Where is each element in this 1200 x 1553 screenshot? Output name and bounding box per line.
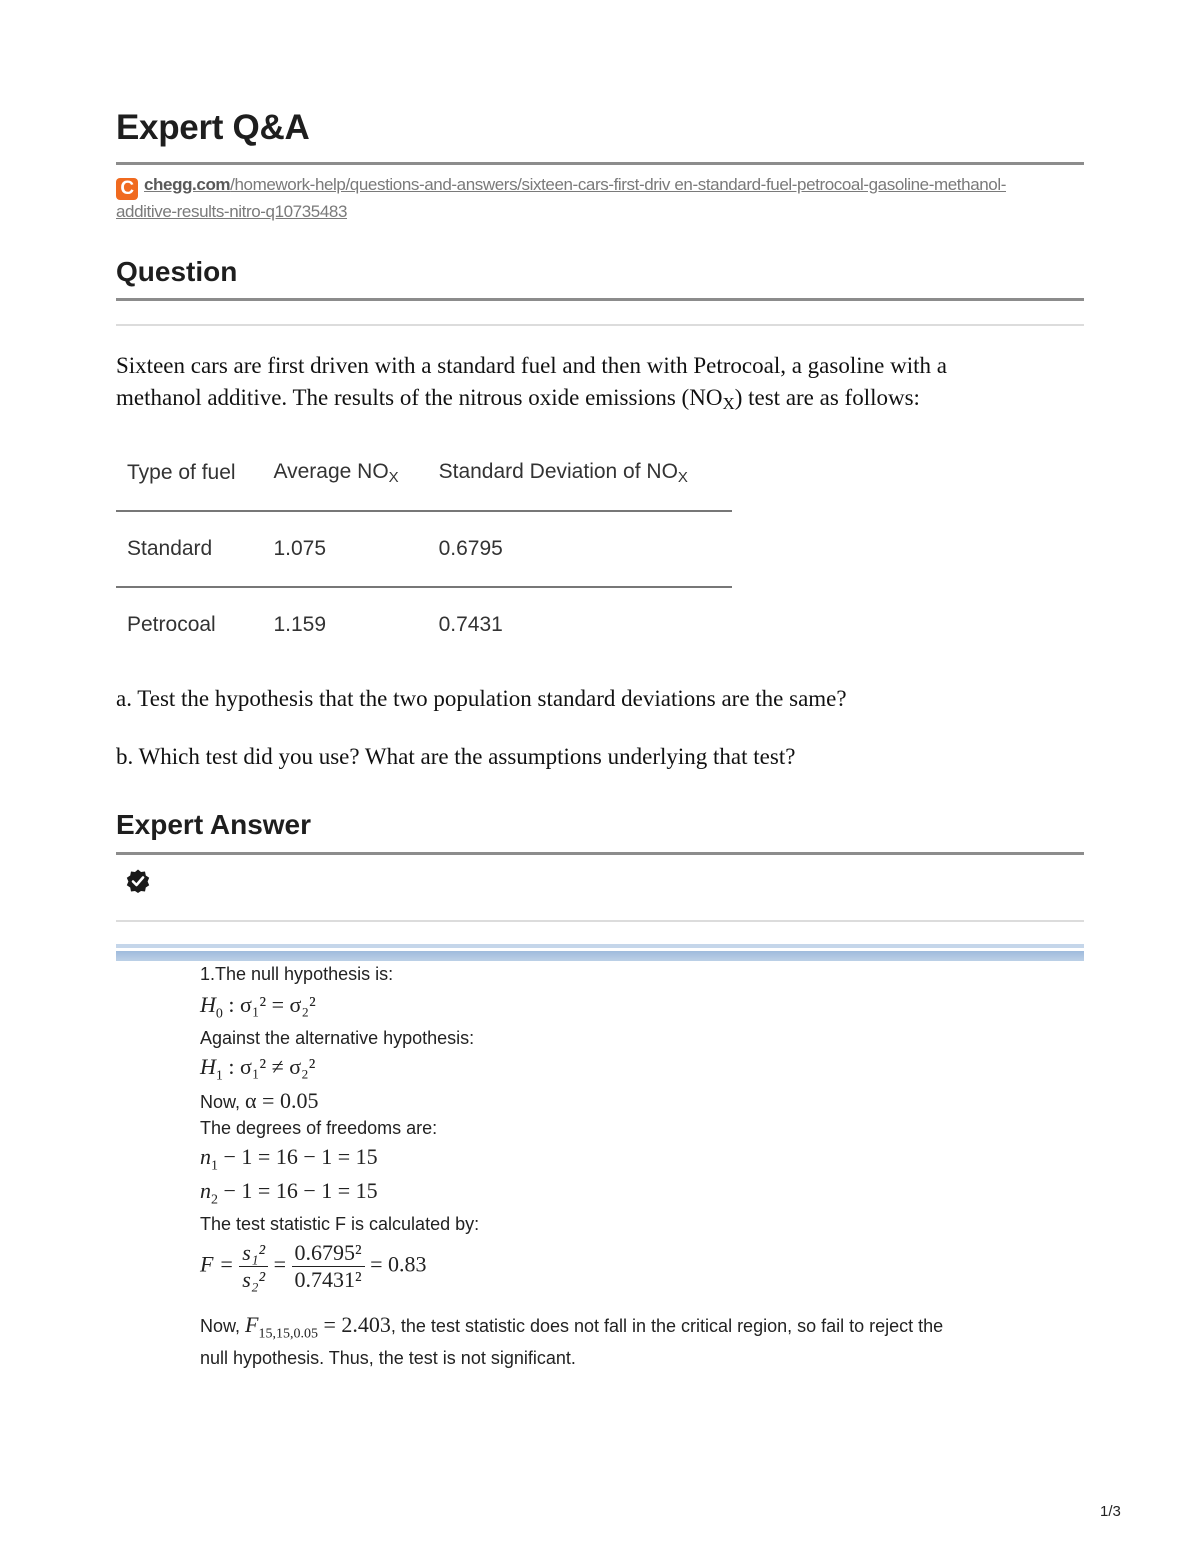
cell-stddev: 0.6795 (428, 511, 732, 587)
question-divider (116, 298, 1084, 301)
question-part-b: b. Which test did you use? What are the assumptions underlying that test? (116, 744, 796, 769)
cell-stddev: 0.7431 (428, 587, 732, 662)
page-title: Expert Q&A (116, 108, 310, 147)
cell-average: 1.159 (262, 587, 427, 662)
cell-fuel: Standard (116, 511, 262, 587)
step-null-label: 1.The null hypothesis is: (200, 964, 394, 984)
source-link[interactable] (116, 175, 1006, 221)
col-header-stddev-text: Standard Deviation of NO (438, 460, 678, 483)
nox-table (116, 436, 732, 662)
col-header-fuel: Type of fuel (127, 461, 236, 484)
dof2-formula: $n_2 - 1 = 16 - 1 = 15$ (200, 1178, 378, 1208)
dof1-formula: $n_1 - 1 = 16 - 1 = 15$ (200, 1144, 378, 1174)
source-url[interactable] (116, 173, 1084, 224)
f-statistic-formula: F = $\frac{\text{s₁²}}{\text{s₂²}}$ = $\frac{\text{0.6795²}}{\text{0.7431²}}$ = 0.83 (200, 1240, 427, 1292)
question-heading: Question (116, 256, 238, 287)
value-ratio-fraction: $\frac{\text{0.6795²}}{\text{0.7431²}}$ (292, 1240, 365, 1293)
col-header-average (262, 436, 427, 511)
question-intro-1: Sixteen cars are first driven with a standard fuel and then with Petrocoal, a gasoline with a (116, 353, 947, 378)
answer-image-frame (116, 944, 1084, 962)
table-row (116, 511, 732, 587)
url-path-line2: additive-results-nitro-q10735483 (116, 202, 348, 221)
question-intro-3: ) test are as follows: (734, 385, 920, 410)
variance-ratio-fraction: $\frac{\text{s₁²}}{\text{s₂²}}$ (239, 1240, 268, 1293)
table-row (116, 587, 732, 662)
critical-value-line: Now, $F_{15,15,0.05} = 2.403$, the test statistic does not fall in the critical region, so fail to reject the (200, 1312, 944, 1342)
col-header-stddev-sub: X (677, 469, 688, 486)
col-header-average-text: Average NO (273, 460, 389, 483)
table-header-row (116, 436, 732, 511)
dof-label: The degrees of freedoms are: (200, 1118, 438, 1138)
cell-fuel: Petrocoal (116, 587, 262, 662)
question-text (116, 350, 1084, 420)
nox-subscript: X (722, 394, 735, 413)
test-statistic-label: The test statistic F is calculated by: (200, 1214, 480, 1234)
col-header-average-sub: X (388, 469, 399, 486)
conclusion-line: null hypothesis. Thus, the test is not significant. (200, 1348, 576, 1368)
answer-subdivider (116, 920, 1084, 922)
question-subdivider (116, 324, 1084, 326)
title-divider (116, 162, 1084, 165)
col-header-stddev (428, 436, 732, 511)
alt-hypothesis-formula: $H_1$ : σ₁² ≠ σ₂² (200, 1054, 316, 1084)
question-intro-2: methanol additive. The results of the nitrous oxide emissions (NO (116, 385, 723, 410)
cell-average: 1.075 (262, 511, 427, 587)
verified-badge-icon (126, 869, 150, 893)
url-path-line1: /homework-help/questions-and-answers/sixteen-cars-first-driv en-standard-fuel-petrocoal-gasoline-methanol- (230, 175, 1006, 194)
null-hypothesis-formula: $H_0$ : σ₁² = σ₂² (200, 992, 316, 1022)
question-part-a: a. Test the hypothesis that the two population standard deviations are the same? (116, 686, 847, 711)
alt-hypothesis-label: Against the alternative hypothesis: (200, 1028, 475, 1048)
chegg-logo-icon: C (116, 178, 138, 200)
page-number: 1/3 (1100, 1503, 1121, 1520)
url-domain: chegg.com (144, 175, 231, 194)
answer-heading: Expert Answer (116, 809, 312, 840)
alpha-line: Now, α = 0.05 (200, 1088, 319, 1113)
answer-divider (116, 852, 1084, 855)
